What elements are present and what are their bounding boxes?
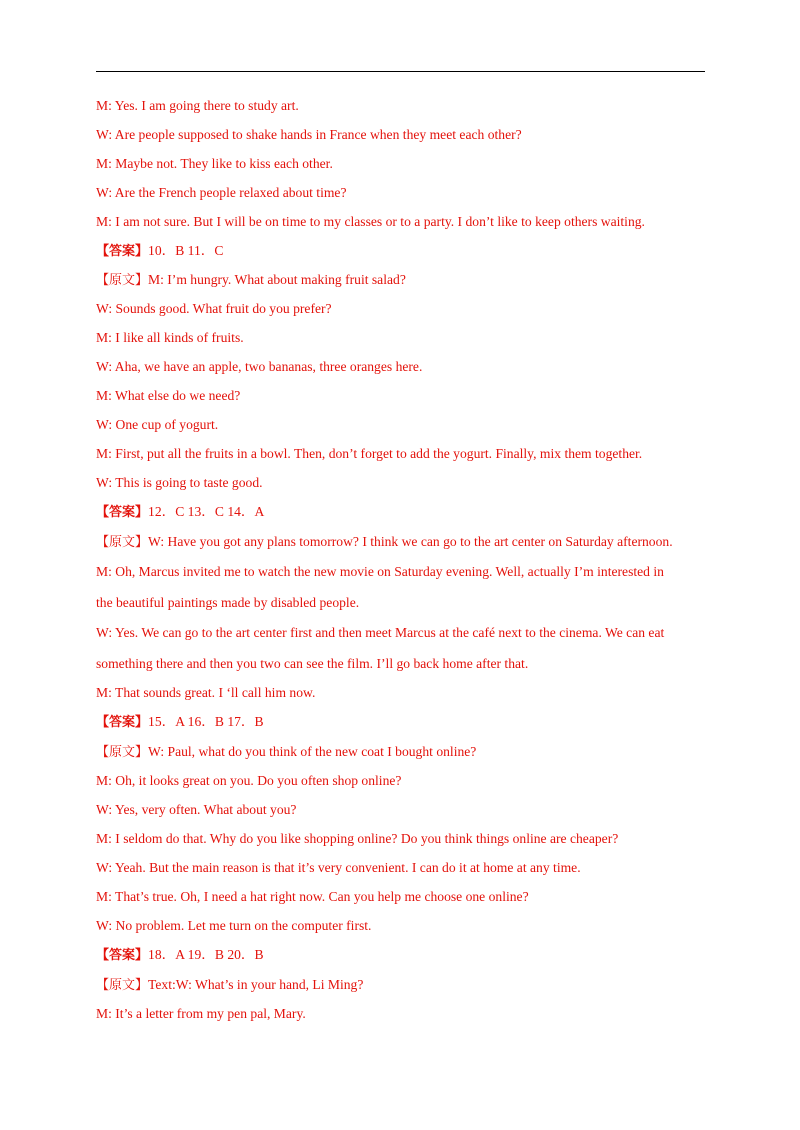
- line-text: M: First, put all the fruits in a bowl. Then, don’t forget to add the yogurt. Finally, mix them together.: [96, 446, 643, 461]
- line-text: something there and then you two can see the film. I’ll go back home after that.: [96, 656, 529, 671]
- transcript-label: 【原文】: [96, 535, 149, 550]
- answer-label: 【答案】: [96, 715, 149, 730]
- line-text: M: I’m hungry. What about making fruit salad?: [148, 272, 406, 287]
- line-text: M: Maybe not. They like to kiss each other.: [96, 156, 333, 171]
- text-line: [96, 1004, 306, 1024]
- text-line: [96, 270, 406, 291]
- answer-label: 【答案】: [96, 948, 149, 963]
- line-text: W: Are people supposed to shake hands in France when they meet each other?: [96, 127, 522, 142]
- line-text: W: Have you got any plans tomorrow? I think we can go to the art center on Saturday afternoon.: [148, 534, 673, 549]
- line-text: W: No problem. Let me turn on the computer first.: [96, 918, 372, 933]
- text-line: [96, 299, 332, 319]
- line-text: M: That sounds great. I ‘ll call him now.: [96, 685, 316, 700]
- text-line: [96, 742, 476, 763]
- text-line: [96, 593, 359, 613]
- transcript-label: 【原文】: [96, 978, 149, 993]
- text-line: [96, 125, 522, 145]
- line-text: 18．A 19．B 20．B: [148, 947, 264, 962]
- text-line: [96, 800, 296, 820]
- line-text: M: It’s a letter from my pen pal, Mary.: [96, 1006, 306, 1021]
- text-line: [96, 975, 363, 996]
- text-line: [96, 473, 263, 493]
- line-text: 15．A 16．B 17．B: [148, 714, 264, 729]
- line-text: W: Aha, we have an apple, two bananas, three oranges here.: [96, 359, 423, 374]
- text-line: [96, 241, 223, 262]
- line-text: W: Paul, what do you think of the new coat I bought online?: [148, 744, 477, 759]
- line-text: M: Oh, it looks great on you. Do you often shop online?: [96, 773, 402, 788]
- text-line: [96, 357, 422, 377]
- line-text: W: This is going to taste good.: [96, 475, 263, 490]
- line-text: 10．B 11．C: [148, 243, 224, 258]
- text-line: [96, 212, 645, 232]
- line-text: W: Yeah. But the main reason is that it’s very convenient. I can do it at home at any time.: [96, 860, 581, 875]
- text-line: [96, 96, 299, 116]
- text-line: [96, 623, 664, 643]
- header-rule: [96, 71, 705, 72]
- text-line: [96, 386, 240, 406]
- transcript-label: 【原文】: [96, 273, 149, 288]
- answer-label: 【答案】: [96, 244, 149, 259]
- line-text: M: I like all kinds of fruits.: [96, 330, 244, 345]
- text-line: [96, 532, 673, 553]
- text-line: [96, 712, 264, 733]
- text-line: [96, 916, 371, 936]
- text-line: [96, 945, 264, 966]
- line-text: the beautiful paintings made by disabled people.: [96, 595, 360, 610]
- line-text: M: I seldom do that. Why do you like shopping online? Do you think things online are cheaper?: [96, 831, 619, 846]
- text-line: [96, 328, 244, 348]
- line-text: M: Yes. I am going there to study art.: [96, 98, 299, 113]
- line-text: M: I am not sure. But I will be on time to my classes or to a party. I don’t like to keep others waiting.: [96, 214, 645, 229]
- answer-label: 【答案】: [96, 505, 149, 520]
- text-line: [96, 562, 664, 582]
- line-text: Text:W: What’s in your hand, Li Ming?: [148, 977, 364, 992]
- text-line: [96, 887, 529, 907]
- transcript-label: 【原文】: [96, 745, 149, 760]
- line-text: 12．C 13．C 14．A: [148, 504, 265, 519]
- line-text: W: One cup of yogurt.: [96, 417, 219, 432]
- line-text: M: What else do we need?: [96, 388, 241, 403]
- text-line: [96, 771, 401, 791]
- text-line: [96, 829, 618, 849]
- text-line: [96, 444, 642, 464]
- text-line: [96, 858, 581, 878]
- text-line: [96, 183, 347, 203]
- text-line: [96, 154, 333, 174]
- line-text: M: That’s true. Oh, I need a hat right now. Can you help me choose one online?: [96, 889, 529, 904]
- text-line: [96, 654, 528, 674]
- line-text: W: Yes. We can go to the art center first and then meet Marcus at the café next to the cinema. We can eat: [96, 625, 665, 640]
- line-text: W: Sounds good. What fruit do you prefer?: [96, 301, 332, 316]
- line-text: M: Oh, Marcus invited me to watch the new movie on Saturday evening. Well, actually I’m interested in: [96, 564, 664, 579]
- line-text: W: Are the French people relaxed about time?: [96, 185, 347, 200]
- line-text: W: Yes, very often. What about you?: [96, 802, 297, 817]
- text-line: [96, 415, 218, 435]
- text-line: [96, 502, 264, 523]
- text-line: [96, 683, 315, 703]
